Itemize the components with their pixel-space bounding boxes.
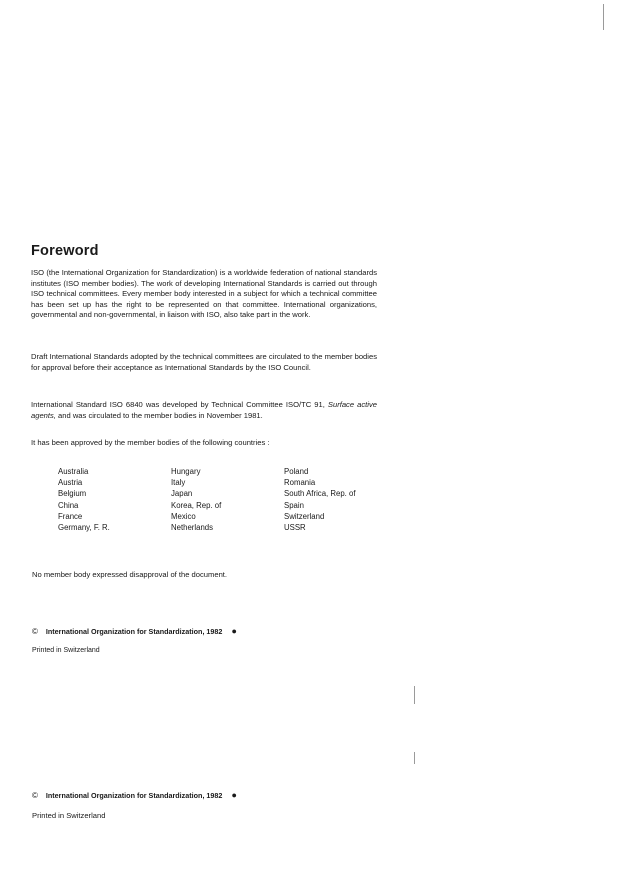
paragraph-draft-standards: Draft International Standards adopted by the technical committees are circulated to the member bodies for approval before their acceptance as International Standards by the ISO Council. [31, 352, 377, 372]
scan-mark [603, 4, 604, 30]
country-item: Poland [284, 467, 309, 476]
country-item: Mexico [171, 511, 196, 521]
paragraph-iso-intro: ISO (the International Organization for Standardization) is a worldwide federation of national standards institutes (ISO member bodies). The work of developing International Standards is carried out through ISO technical committees. Every member body interested in a subject for which a technical committee has been set up has the right to be represented on that committee. International organizations, governmental and non-governmental, in liaison with ISO, also take part in the work. [31, 268, 377, 320]
country-item: Netherlands [171, 522, 214, 532]
country-item: Hungary [171, 467, 201, 476]
country-item: Japan [171, 489, 193, 499]
paragraph-standard-development-end: and was circulated to the member bodies in November 1981. [58, 410, 263, 420]
printed-in-upper: Printed in Switzerland [32, 647, 100, 654]
country-item: Switzerland [284, 511, 325, 521]
bullet-icon: ● [231, 626, 237, 636]
country-list [58, 466, 394, 533]
country-item: Belgium [58, 489, 87, 499]
paragraph-standard-development-start: International Standard ISO 6840 was developed by Technical Committee ISO/TC 91, [31, 400, 325, 409]
paragraph-no-disapproval: No member body expressed disapproval of the document. [32, 570, 228, 579]
country-item: USSR [284, 522, 306, 532]
paragraph-standard-development [31, 400, 377, 421]
copyright-line-lower [32, 790, 237, 800]
copyright-line-upper [32, 626, 237, 636]
copyright-text: International Organization for Standardization, 1982 [45, 791, 223, 800]
country-item: Austria [58, 478, 83, 488]
scan-mark [414, 686, 415, 704]
country-item: Romania [284, 478, 316, 488]
country-item: Germany, F. R. [58, 522, 110, 532]
copyright-text: International Organization for Standardization, 1982 [45, 627, 223, 636]
country-item: China [58, 500, 79, 510]
country-item: France [58, 511, 83, 521]
country-item: Spain [284, 500, 304, 510]
country-item: Australia [58, 467, 89, 476]
bullet-icon: ● [231, 790, 237, 800]
printed-in-lower: Printed in Switzerland [32, 811, 106, 820]
scan-mark [414, 752, 415, 764]
paragraph-approval-intro: It has been approved by the member bodies of the following countries : [31, 438, 270, 447]
country-item: Korea, Rep. of [171, 500, 222, 510]
country-item: Italy [171, 478, 186, 488]
country-item: South Africa, Rep. of [284, 489, 356, 499]
copyright-symbol: © [32, 791, 38, 800]
page-title: Foreword [31, 243, 99, 259]
copyright-symbol: © [32, 627, 38, 636]
committee-title: Surface active agents, [31, 400, 377, 420]
